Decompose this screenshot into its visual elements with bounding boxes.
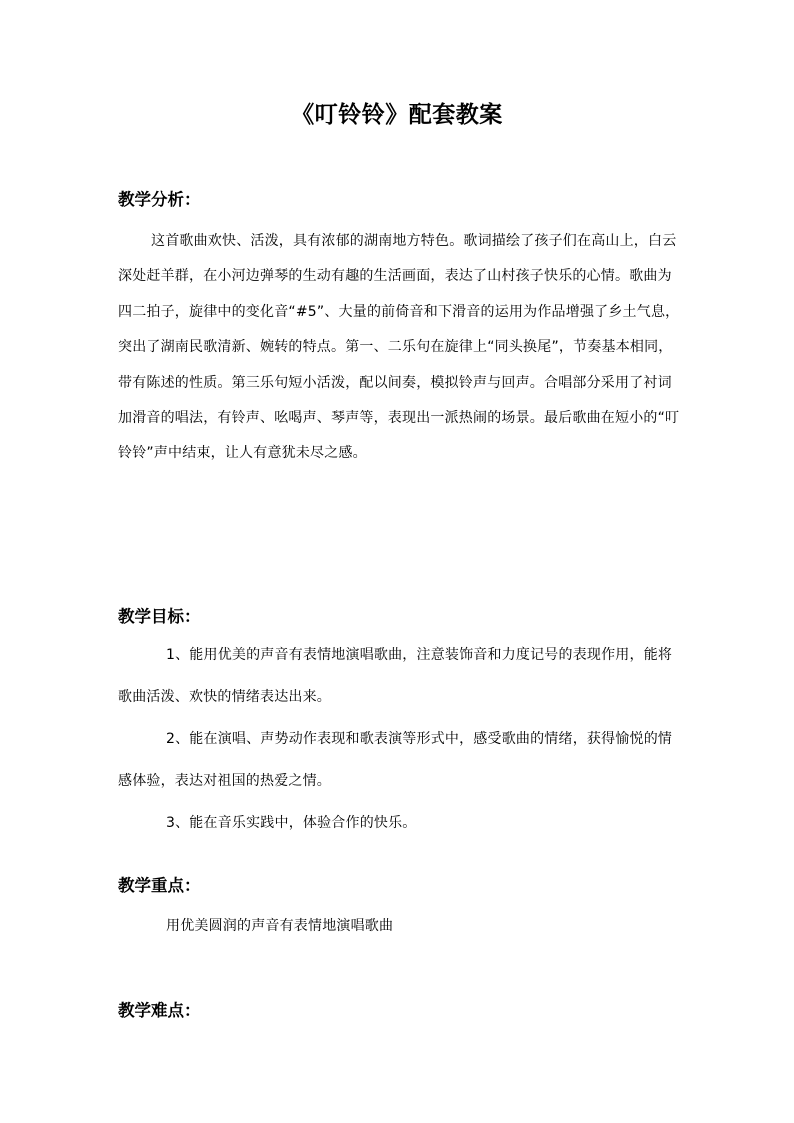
goal-item-2: 2、能在演唱、声势动作表现和歌表演等形式中，感受歌曲的情绪，获得愉悦的情感体验，表达对祖国的热爱之情。: [118, 731, 673, 789]
document-title: 《叮铃铃》配套教案: [291, 102, 503, 128]
section-heading-key-points: 教学重点：: [118, 876, 201, 895]
analysis-paragraph: 这首歌曲欢快、活泼，具有浓郁的湖南地方特色。歌词描绘了孩子们在高山上，白云深处赶羊群，在小河边弹琴的生动有趣的生活画面，表达了山村孩子快乐的心情。歌曲为四二拍子，旋律中的变化音“#5”、大量的前倚音和下滑音的运用为作品增强了乡土气息，突出了湖南民歌清新、婉转的特点。第一、二乐句在旋律上“同头换尾”，节奏基本相同，带有陈述的性质。第三乐句短小活泼，配以间奏，模拟铃声与回声。合唱部分采用了衬词加滑音的唱法，有铃声、吆喝声、琴声等，表现出一派热闹的场景。最后歌曲在短小的“叮铃铃”声中结束，让人有意犹未尽之感。: [118, 233, 680, 462]
goal-item-1: 1、能用优美的声音有表情地演唱歌曲，注意装饰音和力度记号的表现作用，能将歌曲活泼、欢快的情绪表达出来。: [118, 647, 673, 705]
section-heading-analysis: 教学分析：: [118, 190, 201, 209]
section-heading-difficulties: 教学难点：: [118, 1001, 201, 1020]
key-points-text: 用优美圆润的声音有表情地演唱歌曲: [166, 918, 394, 934]
goal-item-3: 3、能在音乐实践中，体验合作的快乐。: [166, 815, 417, 831]
section-heading-goals: 教学目标：: [118, 607, 201, 626]
